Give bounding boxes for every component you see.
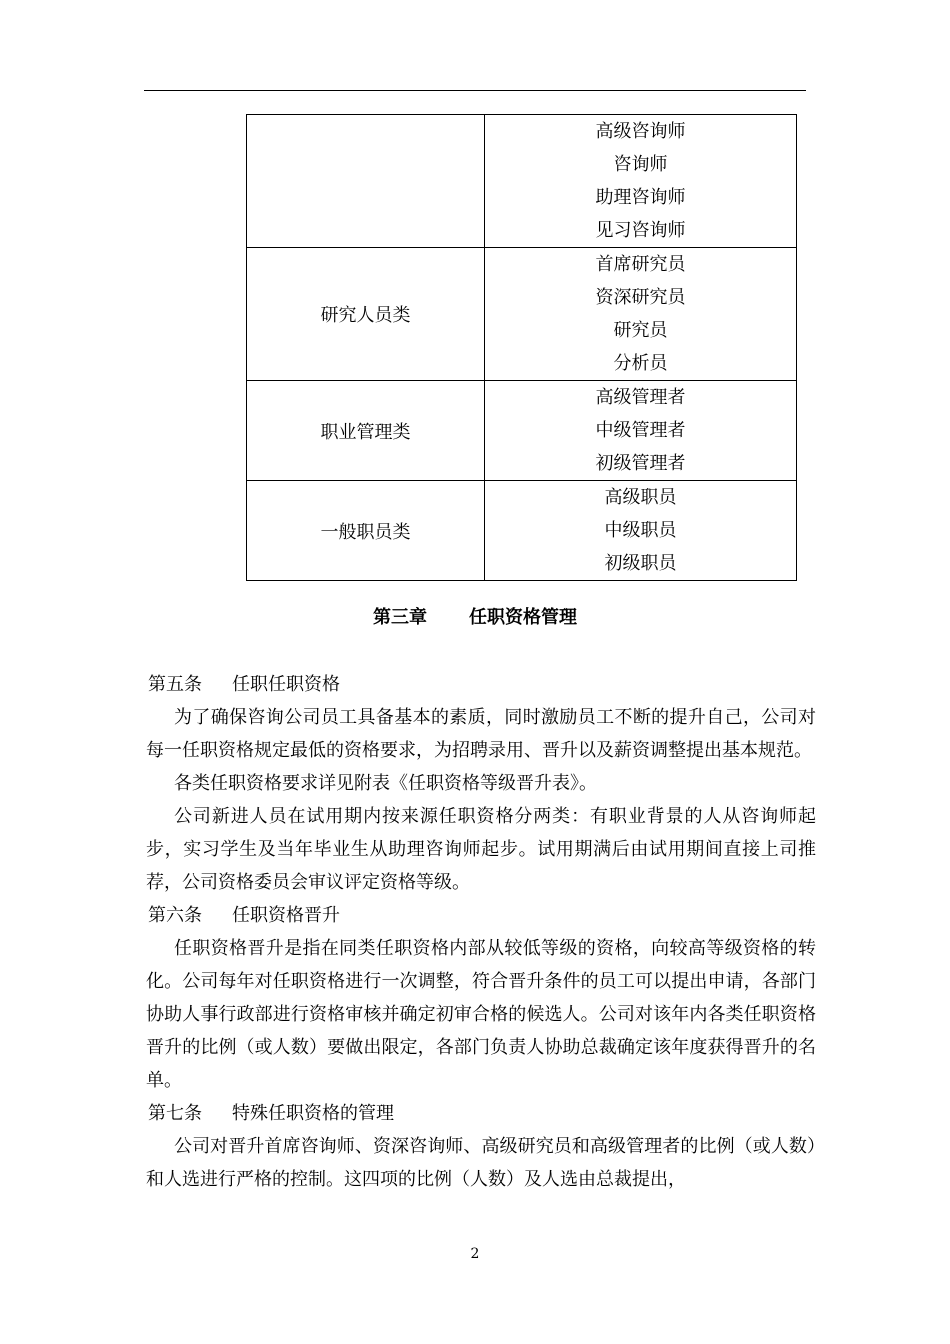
paragraph: 为了确保咨询公司员工具备基本的素质，同时激励员工不断的提升自己，公司对每一任职资格规定最低的资格要求，为招聘录用、晋升以及薪资调整提出基本规范。	[146, 707, 816, 761]
titles-cell	[485, 481, 797, 581]
paragraph: 公司对晋升首席咨询师、资深咨询师、高级研究员和高级管理者的比例（或人数）和人选进行严格的控制。这四项的比例（人数）及人选由总裁提出，	[146, 1136, 816, 1190]
article-5-heading	[146, 668, 816, 701]
chapter-title: 任职资格管理	[469, 607, 577, 628]
table-row	[247, 115, 797, 248]
article-number: 第六条	[148, 905, 202, 926]
category-cell: 一般职员类	[247, 481, 485, 581]
category-cell: 职业管理类	[247, 381, 485, 481]
job-title: 高级管理者	[595, 387, 686, 408]
article-6-heading	[146, 899, 816, 932]
job-title: 初级职员	[604, 553, 677, 574]
job-title: 首席研究员	[595, 254, 686, 275]
titles-cell	[485, 115, 797, 248]
article-number: 第七条	[148, 1103, 202, 1124]
titles-cell	[485, 381, 797, 481]
job-title: 资深研究员	[595, 287, 686, 308]
titles-cell	[485, 248, 797, 381]
paragraph: 各类任职资格要求详见附表《任职资格等级晋升表》。	[174, 773, 597, 794]
job-title: 中级职员	[604, 520, 677, 541]
header-rule	[144, 90, 806, 91]
job-title: 助理咨询师	[595, 187, 686, 208]
job-title: 见习咨询师	[595, 220, 686, 241]
body-text	[146, 668, 816, 1196]
category-cell: 研究人员类	[247, 248, 485, 381]
paragraph: 任职资格晋升是指在同类任职资格内部从较低等级的资格，向较高等级资格的转化。公司每年对任职资格进行一次调整，符合晋升条件的员工可以提出申请，各部门协助人事行政部进行资格审核并确定初审合格的候选人。公司对该年内各类任职资格晋升的比例（或人数）要做出限定，各部门负责人协助总裁确定该年度获得晋升的名单。	[146, 938, 816, 1091]
paragraph: 公司新进人员在试用期内按来源任职资格分两类：有职业背景的人从咨询师起步，实习学生及当年毕业生从助理咨询师起步。试用期满后由试用期间直接上司推荐，公司资格委员会审议评定资格等级。	[146, 806, 816, 893]
job-title: 中级管理者	[595, 420, 686, 441]
article-title: 任职任职资格	[232, 674, 340, 695]
job-title: 咨询师	[613, 154, 668, 175]
job-title: 初级管理者	[595, 453, 686, 474]
job-title: 高级咨询师	[595, 121, 686, 142]
job-title: 高级职员	[604, 487, 677, 508]
category-cell	[247, 115, 485, 248]
chapter-number: 第三章	[373, 607, 427, 628]
table-row	[247, 381, 797, 481]
article-number: 第五条	[148, 674, 202, 695]
article-7-heading	[146, 1097, 816, 1130]
page-number: 2	[470, 1246, 480, 1262]
table-row	[247, 481, 797, 581]
table-row	[247, 248, 797, 381]
job-grade-table	[246, 114, 797, 581]
job-title: 分析员	[613, 353, 668, 374]
article-title: 任职资格晋升	[232, 905, 340, 926]
article-title: 特殊任职资格的管理	[232, 1103, 394, 1124]
chapter-heading	[0, 604, 950, 632]
job-title: 研究员	[613, 320, 668, 341]
